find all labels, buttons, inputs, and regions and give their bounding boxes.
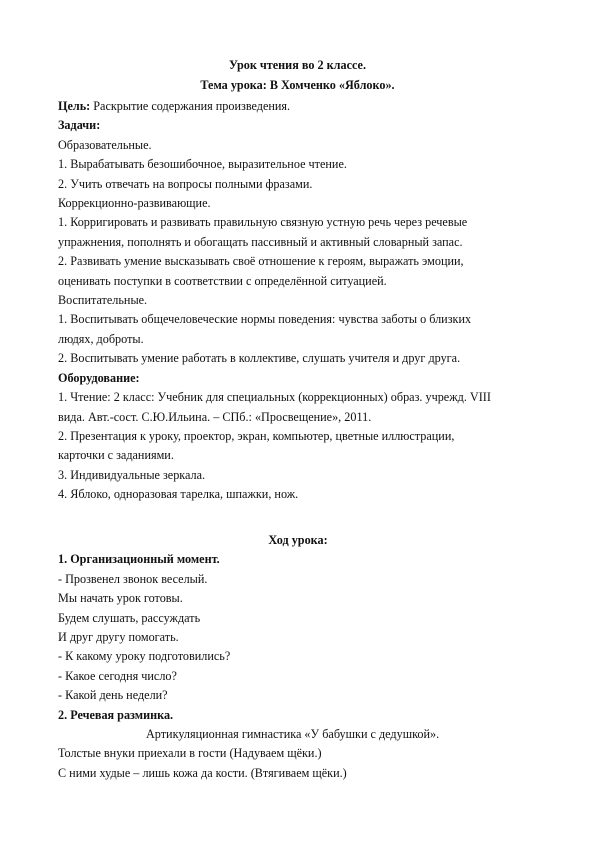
gymnastics-line: Толстые внуки приехали в гости (Надуваем щёки.) xyxy=(58,746,322,761)
equipment-line: 2. Презентация к уроку, проектор, экран, компьютер, цветные иллюстрации, xyxy=(58,428,455,443)
text-line: 2. Учить отвечать на вопросы полными фразами. xyxy=(58,176,313,191)
gymnastics-title: Артикуляционная гимнастика «У бабушки с дедушкой». xyxy=(146,727,440,742)
text-line: Воспитательные. xyxy=(58,293,148,308)
poem-line: - Прозвенел звонок веселый. xyxy=(58,571,208,586)
lesson-topic: Тема урока: В Хомченко «Яблоко». xyxy=(200,78,395,92)
equipment-line: вида. Авт.-сост. С.Ю.Ильина. – СПб.: «Просвещение», 2011. xyxy=(58,409,372,424)
equipment-line: 4. Яблоко, одноразовая тарелка, шпажки, нож. xyxy=(58,487,299,502)
equipment-label: Оборудование: xyxy=(58,370,140,385)
equipment-line: 3. Индивидуальные зеркала. xyxy=(58,467,206,482)
text-line: оценивать поступки в соответствии с определённой ситуацией. xyxy=(58,273,387,288)
lesson-title: Ход урока: xyxy=(268,533,328,547)
document-body xyxy=(58,97,538,505)
text-line: 2. Воспитывать умение работать в коллективе, слушать учителя и друг друга. xyxy=(58,351,461,366)
goal-line xyxy=(58,97,538,116)
text-line: 1. Корригировать и развивать правильную связную устную речь через речевые xyxy=(58,215,468,230)
tasks-label: Задачи: xyxy=(58,118,101,133)
text-line: Образовательные. xyxy=(58,137,152,152)
poem-line: И друг другу помогать. xyxy=(58,630,179,645)
section-heading: 2. Речевая разминка. xyxy=(58,707,174,722)
poem-line: - Какое сегодня число? xyxy=(58,668,177,683)
text-line: 1. Вырабатывать безошибочное, выразительное чтение. xyxy=(58,157,347,172)
goal-text: Раскрытие содержания произведения. xyxy=(90,99,291,113)
poem-line: - К какому уроку подготовились? xyxy=(58,649,231,664)
lesson-body xyxy=(58,531,538,783)
goal-label: Цель: xyxy=(58,99,91,113)
poem-line: Будем слушать, рассуждать xyxy=(58,610,201,625)
text-line: Коррекционно-развивающие. xyxy=(58,196,211,211)
equipment-line: карточки с заданиями. xyxy=(58,448,174,463)
text-line: 2. Развивать умение высказывать своё отношение к героям, выражать эмоции, xyxy=(58,254,464,269)
gymnastics-line: С ними худые – лишь кожа да кости. (Втягиваем щёки.) xyxy=(58,765,347,780)
section-heading: 1. Организационный момент. xyxy=(58,552,220,567)
text-line: упражнения, пополнять и обогащать пассивный и активный словарный запас. xyxy=(58,234,463,249)
text-line: людях, доброты. xyxy=(58,331,144,346)
poem-line: - Какой день недели? xyxy=(58,688,168,703)
poem-line: Мы начать урок готовы. xyxy=(58,591,183,606)
equipment-line: 1. Чтение: 2 класс: Учебник для специальных (коррекционных) образ. учрежд. VIII xyxy=(58,390,491,405)
document-title: Урок чтения во 2 классе. xyxy=(229,58,366,72)
text-line: 1. Воспитывать общечеловеческие нормы поведения: чувства заботы о близких xyxy=(58,312,472,327)
